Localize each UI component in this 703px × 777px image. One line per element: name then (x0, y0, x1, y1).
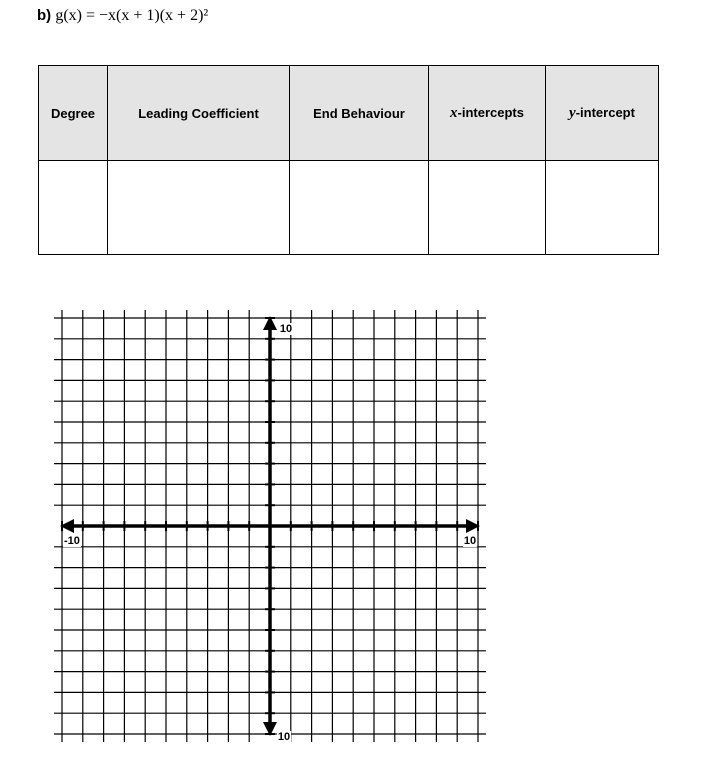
answer-x-intercepts[interactable] (429, 161, 546, 255)
problem-statement (37, 7, 208, 25)
function-expression: g(x) = −x(x + 1)(x + 2)² (55, 7, 209, 24)
answer-end-behaviour[interactable] (290, 161, 429, 255)
header-leading-coefficient: Leading Coefficient (108, 66, 290, 161)
header-y-intercept: y-intercept (546, 66, 659, 161)
y-axis-max-label: 10 (279, 323, 293, 335)
coordinate-grid[interactable] (36, 292, 506, 762)
answer-y-intercept[interactable] (546, 161, 659, 255)
polynomial-properties-table (38, 65, 659, 255)
table-answer-row (39, 161, 659, 255)
header-end-behaviour: End Behaviour (290, 66, 429, 161)
x-axis-max-label: 10 (463, 535, 477, 547)
answer-leading-coefficient[interactable] (108, 161, 290, 255)
header-degree: Degree (39, 66, 108, 161)
answer-degree[interactable] (39, 161, 108, 255)
x-axis-min-label: -10 (64, 535, 80, 547)
table-header-row (39, 66, 659, 161)
y-axis-min-label: 10 (277, 731, 291, 743)
problem-label: b) (37, 7, 52, 24)
header-x-intercepts: x-intercepts (429, 66, 546, 161)
